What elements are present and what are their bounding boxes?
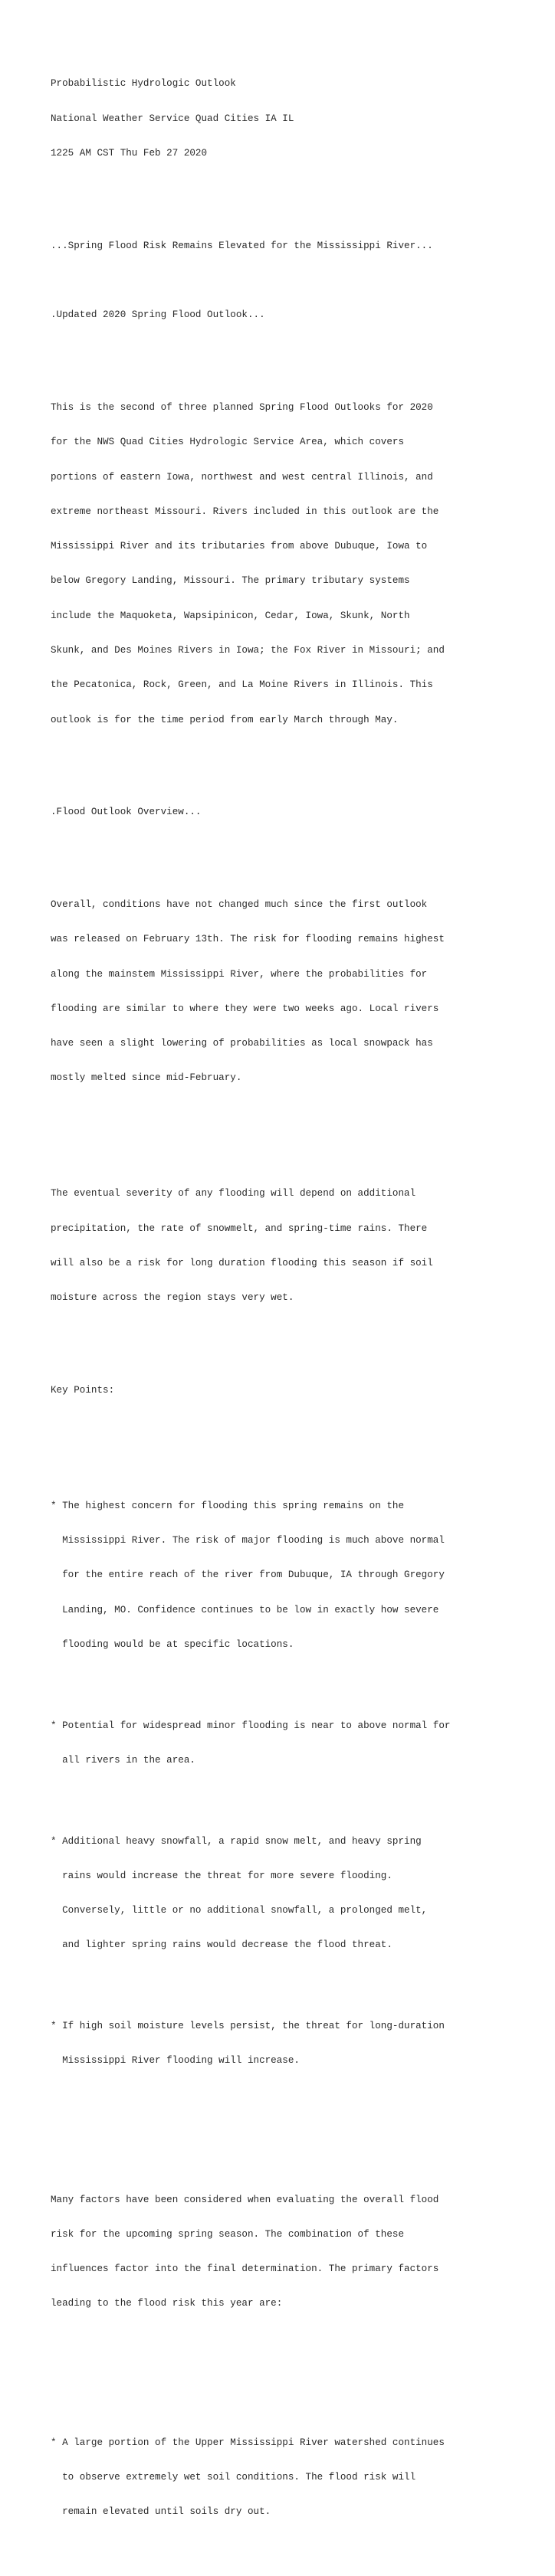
bullet-line: Mississippi River flooding will increase.	[51, 2055, 300, 2067]
blank-line	[51, 1350, 450, 1362]
paragraph-line: include the Maquoketa, Wapsipinicon, Cedar, Iowa, Skunk, North	[51, 610, 410, 621]
list-item	[51, 1478, 450, 1674]
paragraph-line: influences factor into the final determination. The primary factors	[51, 2263, 439, 2275]
bullet-line: for the entire reach of the river from Dubuque, IA through Gregory	[51, 1569, 445, 1581]
blank-line	[51, 772, 450, 784]
paragraph-line: Many factors have been considered when evaluating the overall flood	[51, 2194, 439, 2205]
paragraph-line: will also be a risk for long duration flooding this season if soil	[51, 1257, 433, 1268]
paragraph-line: This is the second of three planned Spring Flood Outlooks for 2020	[51, 402, 433, 413]
paragraph-line: The eventual severity of any flooding will depend on additional	[51, 1188, 416, 1200]
bullet-line: all rivers in the area.	[51, 1754, 195, 1766]
factors-intro	[51, 2171, 450, 2332]
paragraph-line: have seen a slight lowering of probabilities as local snowpack has	[51, 1038, 433, 1049]
outlook-document	[51, 32, 450, 2576]
paragraph-line: precipitation, the rate of snowmelt, and spring-time rains. There	[51, 1223, 428, 1234]
bullet-line: * If high soil moisture levels persist, the threat for long-duration	[51, 2021, 445, 2032]
bullet-line: Landing, MO. Confidence continues to be low in exactly how severe	[51, 1604, 439, 1615]
paragraph-line: portions of eastern Iowa, northwest and west central Illinois, and	[51, 471, 433, 483]
issuing-office: National Weather Service Quad Cities IA IL	[51, 113, 294, 124]
blank-line	[51, 2136, 450, 2148]
section-heading-updated: .Updated 2020 Spring Flood Outlook...	[51, 309, 265, 321]
bullet-line: and lighter spring rains would decrease the flood threat.	[51, 1939, 392, 1951]
paragraph-line: leading to the flood risk this year are:	[51, 2298, 283, 2309]
paragraph-line: was released on February 13th. The risk for flooding remains highest	[51, 934, 445, 945]
bullet-line: Conversely, little or no additional snowfall, a prolonged melt,	[51, 1905, 428, 1916]
paragraph-line: moisture across the region stays very wet.	[51, 1292, 294, 1304]
overview-paragraph-1	[51, 876, 450, 1108]
key-points-heading: Key Points:	[51, 1384, 115, 1396]
headline: ...Spring Flood Risk Remains Elevated for the Mississippi River...	[51, 240, 433, 251]
product-title: Probabilistic Hydrologic Outlook	[51, 78, 236, 90]
paragraph-line: flooding are similar to where they were two weeks ago. Local rivers	[51, 1003, 439, 1014]
bullet-line: flooding would be at specific locations.	[51, 1639, 294, 1651]
bullet-line: to observe extremely wet soil conditions. The flood risk will	[51, 2471, 416, 2483]
paragraph-line: outlook is for the time period from early March through May.	[51, 714, 399, 725]
blank-line	[51, 1131, 450, 1142]
blank-line	[51, 2356, 450, 2368]
paragraph-line: along the mainstem Mississippi River, where the probabilities for	[51, 968, 428, 980]
blank-line	[51, 205, 450, 217]
list-item	[51, 2414, 450, 2541]
bullet-line: Mississippi River. The risk of major flooding is much above normal	[51, 1535, 445, 1547]
blank-line	[51, 1419, 450, 1431]
bullet-line: * A large portion of the Upper Mississippi River watershed continues	[51, 2437, 445, 2448]
bullet-line: * Potential for widespread minor flooding is near to above normal for	[51, 1720, 451, 1731]
paragraph-line: the Pecatonica, Rock, Green, and La Moine Rivers in Illinois. This	[51, 679, 433, 691]
list-item	[51, 1812, 450, 1974]
list-item	[51, 1998, 450, 2090]
blank-line	[51, 842, 450, 853]
paragraph-line: for the NWS Quad Cities Hydrologic Service Area, which covers	[51, 437, 405, 448]
blank-line	[51, 345, 450, 356]
paragraph-line: Mississippi River and its tributaries from above Dubuque, Iowa to	[51, 541, 428, 552]
key-points-list	[51, 1455, 450, 2113]
blank-line	[51, 275, 450, 286]
paragraph-line: below Gregory Landing, Missouri. The primary tributary systems	[51, 575, 410, 587]
paragraph-line: Overall, conditions have not changed much since the first outlook	[51, 899, 428, 911]
issue-time: 1225 AM CST Thu Feb 27 2020	[51, 147, 208, 159]
factors-list	[51, 2391, 450, 2564]
paragraph-line: mostly melted since mid-February.	[51, 1072, 242, 1084]
document-header	[51, 55, 450, 182]
section-heading-overview: .Flood Outlook Overview...	[51, 807, 202, 818]
bullet-line: rains would increase the threat for more severe flooding.	[51, 1870, 392, 1881]
paragraph-line: extreme northeast Missouri. Rivers included in this outlook are the	[51, 506, 439, 517]
bullet-line: remain elevated until soils dry out.	[51, 2506, 271, 2518]
bullet-line: * The highest concern for flooding this spring remains on the	[51, 1500, 405, 1511]
paragraph-line: risk for the upcoming spring season. The combination of these	[51, 2228, 405, 2240]
bullet-line: * Additional heavy snowfall, a rapid snow melt, and heavy spring	[51, 1835, 422, 1847]
paragraph-line: Skunk, and Des Moines Rivers in Iowa; the Fox River in Missouri; and	[51, 644, 445, 656]
updated-paragraph	[51, 379, 450, 749]
overview-paragraph-2	[51, 1165, 450, 1327]
list-item	[51, 1697, 450, 1790]
